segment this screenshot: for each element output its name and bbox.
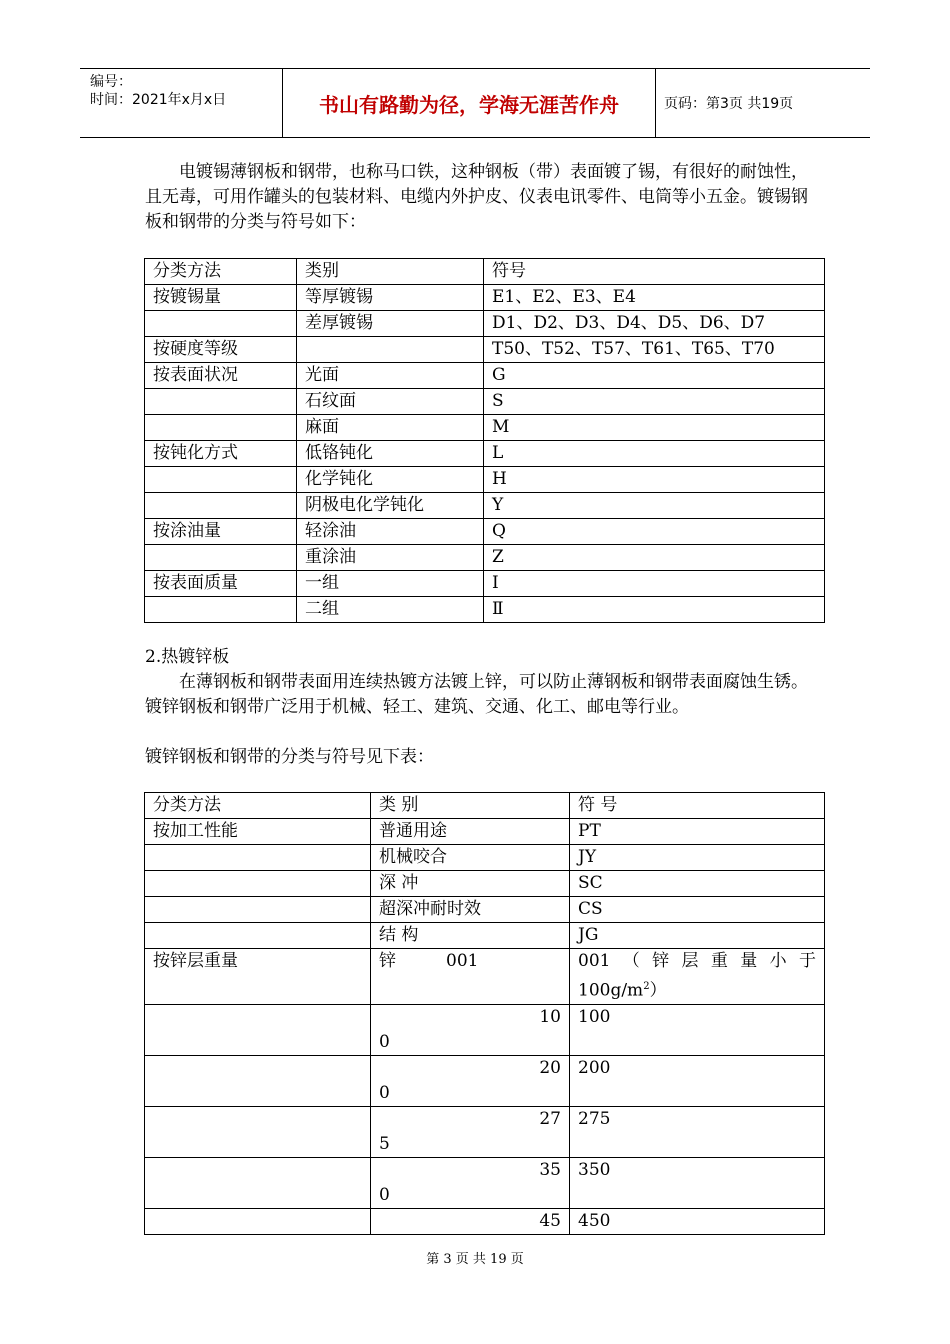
table-row bbox=[145, 819, 825, 845]
cell-category: 石纹面 bbox=[297, 389, 484, 415]
cell-category bbox=[371, 1106, 570, 1157]
category-top: 35 bbox=[539, 1159, 561, 1180]
section2-paragraph: 在薄钢板和钢带表面用连续热镀方法镀上锌，可以防止薄钢板和钢带表面腐蚀生锈。镀锌钢板和钢带广泛用于机械、轻工、建筑、交通、化工、邮电等行业。 bbox=[145, 672, 808, 717]
cell-symbol: H bbox=[484, 467, 825, 493]
cell-method: 按涂油量 bbox=[145, 519, 297, 545]
category-top: 27 bbox=[539, 1108, 561, 1129]
cell-method bbox=[145, 389, 297, 415]
cell-symbol: JY bbox=[570, 845, 825, 871]
table-row bbox=[145, 311, 825, 337]
cell-method bbox=[145, 311, 297, 337]
cell-symbol: Z bbox=[484, 545, 825, 571]
header-category: 类别 bbox=[297, 259, 484, 285]
cell-category: 一组 bbox=[297, 571, 484, 597]
cell-category: 差厚镀锡 bbox=[297, 311, 484, 337]
table-row bbox=[145, 1157, 825, 1208]
cell-symbol: 275 bbox=[570, 1106, 825, 1157]
table-row bbox=[145, 441, 825, 467]
table-row bbox=[145, 871, 825, 897]
table-row bbox=[145, 415, 825, 441]
cell-method bbox=[145, 1208, 371, 1234]
zinc-unit-base: 100g/m bbox=[578, 980, 644, 1001]
cell-category: 光面 bbox=[297, 363, 484, 389]
cell-category bbox=[297, 337, 484, 363]
category-bottom: 5 bbox=[379, 1133, 390, 1154]
cell-symbol: S bbox=[484, 389, 825, 415]
cell-symbol: Q bbox=[484, 519, 825, 545]
cell-symbol: JG bbox=[570, 923, 825, 949]
cell-category: 超深冲耐时效 bbox=[371, 897, 570, 923]
table-row bbox=[145, 545, 825, 571]
zinc-cat-b: 001 bbox=[446, 951, 479, 971]
cell-category: 重涂油 bbox=[297, 545, 484, 571]
cell-symbol: 100 bbox=[570, 1004, 825, 1055]
cell-symbol: E1、E2、E3、E4 bbox=[484, 285, 825, 311]
cell-method bbox=[145, 1004, 371, 1055]
header-meta bbox=[80, 69, 280, 137]
cell-category bbox=[371, 1004, 570, 1055]
cell-method: 按钝化方式 bbox=[145, 441, 297, 467]
zinc-unit-close: ） bbox=[649, 980, 667, 1001]
cell-category: 深 冲 bbox=[371, 871, 570, 897]
cell-symbol: T50、T52、T57、T61、T65、T70 bbox=[484, 337, 825, 363]
tin-plate-table bbox=[144, 258, 825, 623]
header-page-info: 页码：第3页 共19页 bbox=[664, 96, 794, 112]
cell-method: 按表面状况 bbox=[145, 363, 297, 389]
zinc-unit-line bbox=[578, 974, 816, 1004]
cell-category bbox=[371, 1055, 570, 1106]
cell-symbol: 450 bbox=[570, 1208, 825, 1234]
cell-method bbox=[145, 415, 297, 441]
table-row bbox=[145, 949, 825, 1005]
cell-symbol: PT bbox=[570, 819, 825, 845]
cell-symbol: L bbox=[484, 441, 825, 467]
zinc-symbol-line bbox=[578, 949, 816, 974]
cell-method bbox=[145, 493, 297, 519]
table-header-row bbox=[145, 259, 825, 285]
header-time-label: 时间：2021年x月x日 bbox=[90, 92, 227, 108]
cell-symbol: CS bbox=[570, 897, 825, 923]
header-method: 分类方法 bbox=[145, 259, 297, 285]
cell-symbol: 200 bbox=[570, 1055, 825, 1106]
cell-symbol: Ⅱ bbox=[484, 597, 825, 623]
table-row bbox=[145, 923, 825, 949]
cell-method bbox=[145, 597, 297, 623]
cell-category bbox=[371, 1157, 570, 1208]
table-header-row bbox=[145, 793, 825, 819]
cell-category: 二组 bbox=[297, 597, 484, 623]
table-row bbox=[145, 389, 825, 415]
cell-category: 低铬钝化 bbox=[297, 441, 484, 467]
cell-category: 阴极电化学钝化 bbox=[297, 493, 484, 519]
section2-lead: 镀锌钢板和钢带的分类与符号见下表： bbox=[145, 747, 434, 767]
table-row bbox=[145, 1004, 825, 1055]
header-symbol: 符号 bbox=[484, 259, 825, 285]
cell-method bbox=[145, 1157, 371, 1208]
cell-symbol bbox=[570, 949, 825, 1005]
zinc-cat-a: 锌 bbox=[379, 951, 396, 971]
header-category: 类 别 bbox=[371, 793, 570, 819]
cell-category: 等厚镀锡 bbox=[297, 285, 484, 311]
cell-method bbox=[145, 845, 371, 871]
category-top: 10 bbox=[539, 1006, 561, 1027]
table-row bbox=[145, 845, 825, 871]
cell-symbol: M bbox=[484, 415, 825, 441]
intro-paragraph: 电镀锡薄钢板和钢带，也称马口铁，这种钢板（带）表面镀了锡，有很好的耐蚀性，且无毒，可用作罐头的包装材料、电缆内外护皮、仪表电讯零件、电筒等小五金。镀锡钢板和钢带的分类与符号如下： bbox=[145, 162, 808, 232]
table-row bbox=[145, 363, 825, 389]
table-row bbox=[145, 519, 825, 545]
cell-category: 45 bbox=[371, 1208, 570, 1234]
cell-method: 按加工性能 bbox=[145, 819, 371, 845]
cell-symbol: 350 bbox=[570, 1157, 825, 1208]
table-row bbox=[145, 285, 825, 311]
zinc-symbol-text: 001（锌层重量小于 bbox=[578, 951, 816, 971]
table-row bbox=[145, 493, 825, 519]
table-row bbox=[145, 1055, 825, 1106]
header-method: 分类方法 bbox=[145, 793, 371, 819]
header-symbol: 符 号 bbox=[570, 793, 825, 819]
table-row bbox=[145, 337, 825, 363]
cell-method bbox=[145, 1055, 371, 1106]
cell-method bbox=[145, 923, 371, 949]
cell-symbol: SC bbox=[570, 871, 825, 897]
page-header bbox=[80, 68, 870, 138]
cell-method: 按硬度等级 bbox=[145, 337, 297, 363]
table-row bbox=[145, 571, 825, 597]
cell-category: 轻涂油 bbox=[297, 519, 484, 545]
cell-method bbox=[145, 897, 371, 923]
cell-method bbox=[145, 545, 297, 571]
cell-method: 按镀锡量 bbox=[145, 285, 297, 311]
cell-symbol: G bbox=[484, 363, 825, 389]
cell-method: 按锌层重量 bbox=[145, 949, 371, 1005]
cell-method: 按表面质量 bbox=[145, 571, 297, 597]
table-row bbox=[145, 897, 825, 923]
cell-symbol: Ⅰ bbox=[484, 571, 825, 597]
cell-category: 化学钝化 bbox=[297, 467, 484, 493]
table-row bbox=[145, 467, 825, 493]
cell-symbol: Y bbox=[484, 493, 825, 519]
cell-category: 麻面 bbox=[297, 415, 484, 441]
cell-method bbox=[145, 871, 371, 897]
zinc-unit-superscript: 2 bbox=[643, 981, 650, 992]
galvanized-plate-table bbox=[144, 792, 825, 1235]
section2-title: 2.热镀锌板 bbox=[145, 647, 230, 667]
category-top: 20 bbox=[539, 1057, 561, 1078]
cell-method bbox=[145, 467, 297, 493]
cell-category: 机械咬合 bbox=[371, 845, 570, 871]
category-bottom: 0 bbox=[379, 1082, 390, 1103]
header-motto: 书山有路勤为径，学海无涯苦作舟 bbox=[282, 69, 656, 137]
cell-category: 普通用途 bbox=[371, 819, 570, 845]
table-row bbox=[145, 597, 825, 623]
page-footer: 第 3 页 共 19 页 bbox=[426, 1252, 524, 1267]
category-bottom: 0 bbox=[379, 1184, 390, 1205]
cell-category bbox=[371, 949, 570, 1005]
header-number-label: 编号： bbox=[90, 74, 132, 90]
cell-method bbox=[145, 1106, 371, 1157]
table-row bbox=[145, 1208, 825, 1234]
category-bottom: 0 bbox=[379, 1031, 390, 1052]
cell-symbol: D1、D2、D3、D4、D5、D6、D7 bbox=[484, 311, 825, 337]
table-row bbox=[145, 1106, 825, 1157]
cell-category: 结 构 bbox=[371, 923, 570, 949]
